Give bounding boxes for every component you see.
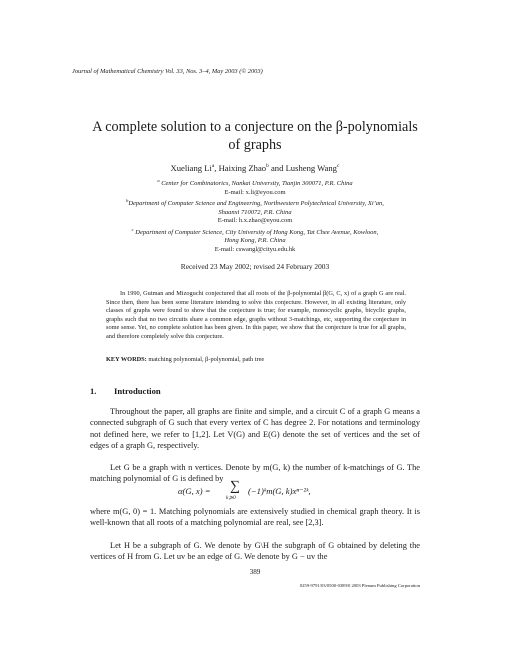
affiliation-c <box>50 226 460 238</box>
affiliation-a <box>50 177 460 189</box>
section-heading <box>90 386 161 396</box>
section-number: 1. <box>90 386 97 396</box>
equation-rhs: (−1)ᵏm(G, k)xⁿ⁻²ᵏ, <box>248 486 311 496</box>
page-number: 389 <box>249 568 261 576</box>
affiliations <box>50 177 460 254</box>
author-1: Xueliang Li <box>170 163 212 173</box>
title-line-1: A complete solution to a conjecture on the β-polynomials <box>92 119 418 135</box>
received-dates: Received 23 May 2002; revised 24 February 2003 <box>180 262 330 271</box>
journal-header: Journal of Mathematical Chemistry Vol. 33, Nos. 3–4, May 2003 (© 2003) <box>72 68 263 75</box>
author-3: Lusheng Wang <box>285 163 337 173</box>
keywords-label: KEY WORDS: <box>106 356 147 363</box>
affiliation-b-email: E-mail: h.x.zhao@eyou.com <box>217 217 293 225</box>
body-paragraph <box>90 506 420 529</box>
paragraph-1: Throughout the paper, all graphs are finite and simple, and a circuit C of a graph G means a connected subgraph of G such that every vertex of C has degree 2. For notations and terminology not defined here, we refer to [1,2]. Let V(G) and E(G) denote the set of vertices and the set of edges of a graph G, respectively. <box>90 407 420 451</box>
keywords <box>106 356 406 365</box>
affiliation-a-email: E-mail: x.li@eyou.com <box>224 188 286 196</box>
summation-index: k⩾0 <box>226 495 236 501</box>
equation-lhs: α(G, x) = <box>178 486 211 496</box>
affiliation-text: Department of Computer Science, City University of Hong Kong, Tat Chee Avenue, Kowloon, <box>135 228 379 236</box>
affiliation-c-line-2: Hong Kong, P.R. China <box>224 237 286 245</box>
summation-sign: ∑ <box>230 479 240 494</box>
abstract-text: In 1990, Gutman and Mizoguchi conjectured that all roots of the β-polynomial β(G, C, x) of a graph G are real. Since then, there has been some literature intending to solve this conjecture. However, in all existing literature, only classes of graphs were found to show that the conjecture is true; for example, monocyclic graphs, bicyclic graphs, graphs such that no two circuits share a common edge, graphs without 3-matchings, etc, supporting the conjecture in some sense. Yet, no complete solution has been given. In this paper, we show that the conjecture is true for all graphs, and therefore completely solve this conjecture. <box>106 290 406 340</box>
affiliation-b <box>50 197 460 209</box>
affiliation-mark: b <box>126 198 129 204</box>
affiliation-b-line-2: Shaanxi 710072, P.R. China <box>218 208 292 216</box>
affiliation-mark: c <box>131 226 134 232</box>
paper-title <box>60 118 450 154</box>
author-2-mark: b <box>266 163 269 170</box>
author-separator: and <box>268 163 286 173</box>
paragraph-3: where m(G, 0) = 1. Matching polynomials are extensively studied in chemical graph theory. It is well-known that all roots of a matching polynomial are real, see [2,3]. <box>90 507 420 528</box>
keywords-text: matching polynomial, β-polynomial, path tree <box>148 356 265 363</box>
section-title: Introduction <box>114 386 161 396</box>
author-list <box>60 163 450 173</box>
title-line-2: of graphs <box>228 137 282 153</box>
author-1-mark: a <box>211 163 215 170</box>
author-3-mark: c <box>336 163 340 170</box>
affiliation-text: Department of Computer Science and Engineering, Northwestern Polytechnical University, Xi’an, <box>128 200 384 208</box>
affiliation-c-email: E-mail: cswangl@cityu.edu.hk <box>214 245 296 253</box>
paragraph-4: Let H be a subgraph of G. We denote by G\H the subgraph of G obtained by deleting the vertices of H from G. Let uv be an edge of G. We denote by G − uv the <box>90 541 420 562</box>
abstract <box>106 290 406 342</box>
matching-polynomial-equation <box>90 479 420 504</box>
copyright-footer: 0259-9791/03/0500-0389/0 2003 Plenum Publishing Corporation <box>299 583 420 588</box>
affiliation-text: Center for Combinatorics, Nankai University, Tianjin 300071, P.R. China <box>161 180 353 188</box>
author-separator: , <box>214 163 219 173</box>
paragraph-2: Let G be a graph with n vertices. Denote by m(G, k) the number of k-matchings of G. The matching polynomial of G is defined by <box>90 463 420 484</box>
body-paragraph <box>90 540 420 563</box>
author-2: Haixing Zhao <box>218 163 267 173</box>
body-paragraph <box>90 406 420 452</box>
affiliation-mark: a <box>157 178 160 183</box>
